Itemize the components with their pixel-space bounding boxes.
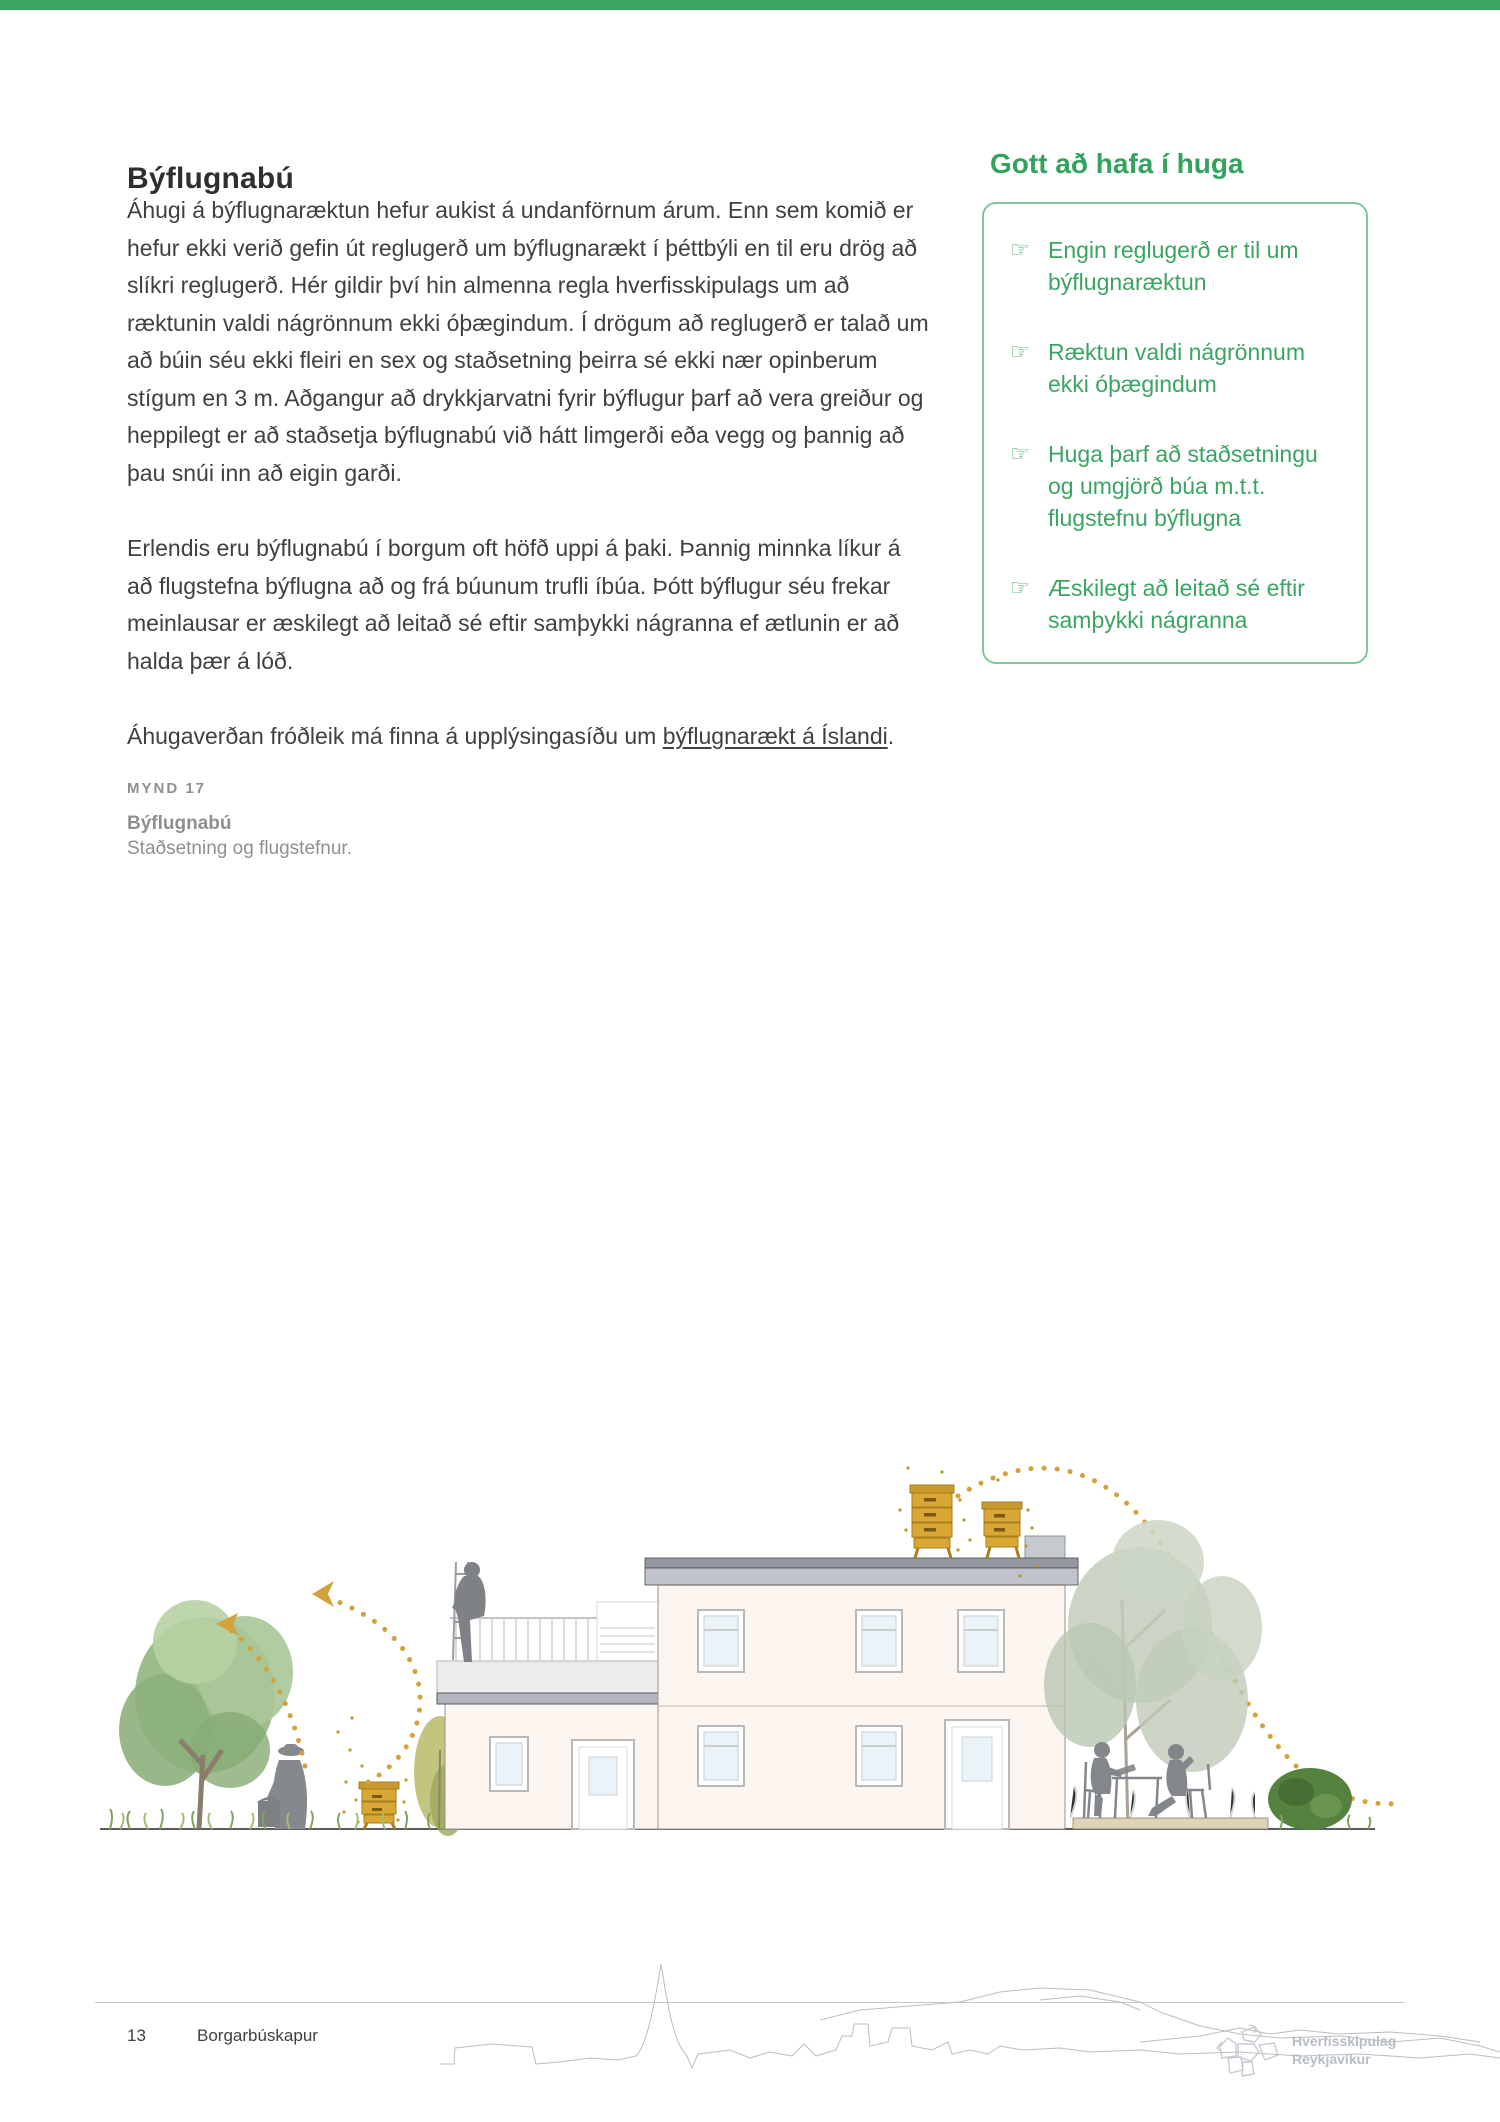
figure-illustration bbox=[100, 1450, 1400, 1880]
tips-box bbox=[982, 202, 1368, 664]
tips-item bbox=[1010, 234, 1342, 298]
logo-mark-icon bbox=[1216, 2024, 1282, 2080]
tips-item-text: Ræktun valdi nágrönnum ekki óþægindum bbox=[1048, 339, 1305, 397]
article-body bbox=[127, 192, 932, 794]
link-prefix-text: Áhugaverðan fróðleik má finna á upplýsingasíðu um bbox=[127, 723, 663, 749]
figure-caption bbox=[127, 780, 352, 860]
terrace-slab bbox=[1073, 1818, 1268, 1829]
figure-subtitle: Staðsetning og flugstefnur. bbox=[127, 838, 352, 859]
pointing-hand-icon: ☞ bbox=[1010, 575, 1030, 600]
arrowhead-icon bbox=[312, 1581, 334, 1607]
tips-item-text: Huga þarf að staðsetningu og umgjörð búa m.t.t. flugstefnu býflugna bbox=[1048, 441, 1318, 531]
tips-item bbox=[1010, 438, 1342, 534]
chapter-color-bar bbox=[0, 0, 1500, 10]
main-house bbox=[645, 1536, 1078, 1829]
footer-chapter-label: Borgarbúskapur bbox=[197, 2026, 318, 2045]
logo-line2: Reykjavíkur bbox=[1292, 2051, 1371, 2067]
beekeeping-info-link[interactable]: býflugnarækt á Íslandi bbox=[662, 723, 888, 749]
roof-beehives bbox=[910, 1485, 1022, 1558]
logo-line1: Hverfisskipulag bbox=[1292, 2033, 1397, 2049]
tips-item-text: Engin reglugerð er til um býflugnaræktun bbox=[1048, 237, 1299, 295]
garden-beehive bbox=[359, 1782, 399, 1829]
tips-item-text: Æskilegt að leitað sé eftir samþykki nágranna bbox=[1048, 575, 1305, 633]
page-number: 13 bbox=[127, 2026, 146, 2045]
paragraph: Erlendis eru býflugnabú í borgum oft höfð uppi á þaki. Þannig minnka líkur á að flugstefna býflugna að og frá búunum trufli íbúa. Þótt býflugur séu frekar meinlausar er æskilegt að leitað sé eftir samþykki nágranna ef ætlunin er að halda þær á lóð. bbox=[127, 535, 901, 674]
link-suffix-text: . bbox=[887, 723, 895, 749]
pointing-hand-icon: ☞ bbox=[1010, 441, 1030, 466]
hverfisskipulag-logo bbox=[1216, 2024, 1396, 2080]
bush bbox=[1268, 1768, 1352, 1830]
pointing-hand-icon: ☞ bbox=[1010, 237, 1030, 262]
figure-label: MYND 17 bbox=[127, 780, 207, 797]
sidebar-title: Gott að hafa í huga bbox=[990, 148, 1244, 179]
front-door bbox=[945, 1720, 1009, 1829]
paragraph-with-link bbox=[127, 718, 932, 756]
paragraph: Áhugi á býflugnaræktun hefur aukist á undanförnum árum. Enn sem komið er hefur ekki verið gefin út reglugerð um býflugnarækt í þéttbýli en til eru drög að slíkri reglugerð. Hér gildir því hin almenna regla hverfisskipulags um að ræktunin valdi nágrönnum ekki óþægindum. Í drögum að reglugerð er talað um að búin séu ekki fleiri en sex og staðsetning þeirra sé ekki nær opinberum stígum en 3 m. Aðgangur að drykkjarvatni fyrir býflugur þarf að vera greiður og heppilegt er að staðsetja býflugnabú við hátt limgerði eða vegg og þannig að þau snúi inn að eigin garði. bbox=[127, 197, 929, 486]
tips-item bbox=[1010, 572, 1342, 636]
page-title: Býflugnabú bbox=[127, 162, 294, 196]
figure-title: Býflugnabú bbox=[127, 813, 232, 834]
logo-text bbox=[1292, 2032, 1396, 2080]
pointing-hand-icon: ☞ bbox=[1010, 339, 1030, 364]
tips-item bbox=[1010, 336, 1342, 400]
left-tree bbox=[119, 1600, 293, 1829]
